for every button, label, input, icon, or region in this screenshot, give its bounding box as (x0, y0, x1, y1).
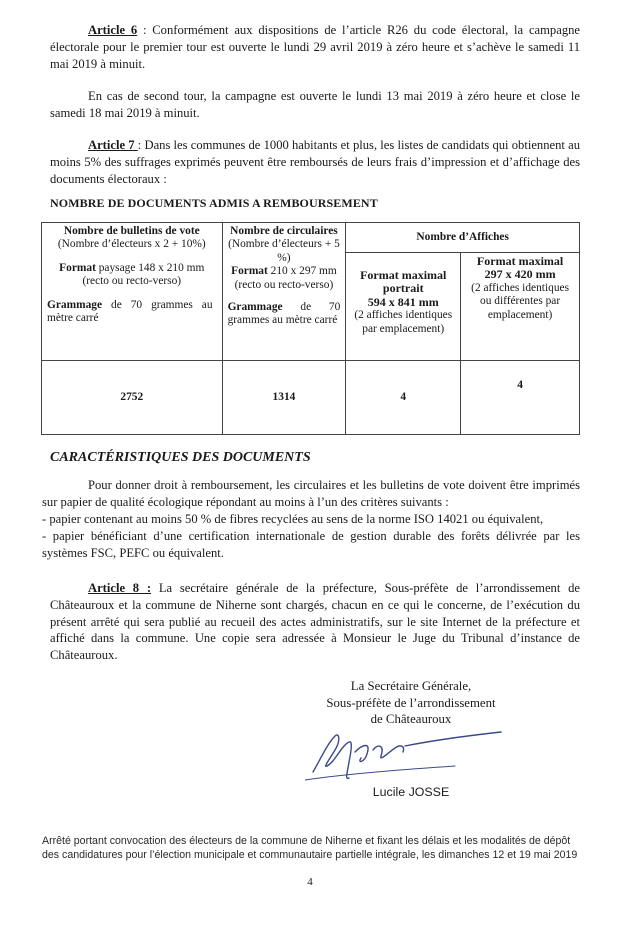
article-8-label: Article 8 : (88, 581, 152, 595)
circulaires-sub: (Nombre d’électeurs + 5 %) (228, 238, 340, 264)
affiche-portrait-value: 4 (346, 361, 461, 435)
documents-table (41, 222, 580, 435)
article-8-text: La secrétaire générale de la préfecture, Sous-préfète de l’arrondissement de Châteauroux et la commune de Niherne sont chargés, chacun en ce qui le concerne, de l’exécution du présent arrêté qui sera publié au recueil des actes administratifs, sur le site Internet de la préfecture et affiché dans la commune. Une copie sera adressée à Monsieur le Juge du Tribunal d’instance de Châteauroux. (50, 581, 580, 663)
article-6-label: Article 6 (88, 23, 138, 37)
signature-block (300, 678, 522, 728)
affiche-small-value: 4 (461, 361, 580, 435)
handwritten-signature (305, 722, 505, 784)
page-number: 4 (307, 876, 313, 888)
signature-line-3: de Châteauroux (370, 712, 452, 727)
affiche-portrait-dim: 594 x 841 mm (367, 294, 439, 309)
circulaires-format: Format 210 x 297 mm (recto ou recto-verso) (231, 265, 337, 291)
bulletins-sub: (Nombre d’électeurs x 2 + 10%) (57, 238, 206, 251)
caracteristiques-intro: Pour donner droit à remboursement, les circulaires et les bulletins de vote doivent être imprimés sur papier de qualité écologique répondant au moins à l’un des critères suivants : (42, 478, 580, 509)
circulaires-title: Nombre de circulaires (230, 225, 338, 237)
circulaires-grammage: Grammage de 70 grammes au mètre carré (227, 301, 341, 327)
signatory-name: Lucile JOSSE (372, 785, 450, 799)
document-footer: Arrêté portant convocation des électeurs de la commune de Niherne et fixant les délais et les modalités de dépôt des candidatures pour l’élection municipale et communautaire partielle intégrale, les dimanches 12 et 19 mai 2019 (42, 835, 578, 861)
affiche-small-note: (2 affiches identiques ou différentes par emplacement) (471, 281, 569, 321)
article-6-paragraph (50, 22, 580, 72)
bulletins-header-cell (42, 223, 223, 361)
circulaires-header-cell (222, 223, 346, 361)
article-7-label: Article 7 (88, 138, 138, 152)
bulletins-title: Nombre de bulletins de vote (63, 225, 200, 237)
article-8-paragraph (50, 580, 580, 664)
affiche-small-dim: 297 x 420 mm (484, 267, 556, 282)
caracteristiques-heading: CARACTÉRISTIQUES DES DOCUMENTS (50, 450, 311, 465)
circulaires-value: 1314 (222, 361, 346, 435)
bulletins-value: 2752 (42, 361, 223, 435)
affiche-small-title: Format maximal (476, 254, 564, 268)
table-heading: NOMBRE DE DOCUMENTS ADMIS A REMBOURSEMENT (50, 196, 378, 210)
affiche-small-cell (461, 253, 580, 361)
signature-line-1: La Secrétaire Générale, (350, 679, 472, 693)
article-7-text: : Dans les communes de 1000 habitants et plus, les listes de candidats qui obtiennent au moins 5% des suffrages exprimés peuvent être remboursés de leurs frais d’impression et d’affichage des documents électoraux : (50, 138, 580, 186)
caracteristiques-item-1: - papier contenant au moins 50 % de fibres recyclées au sens de la norme ISO 14021 ou équivalent, (42, 512, 544, 526)
affiche-portrait-cell (346, 253, 461, 361)
affiche-portrait-note: (2 affiches identiques par emplacement) (354, 309, 453, 335)
second-tour-paragraph: En cas de second tour, la campagne est ouverte le lundi 13 mai 2019 à zéro heure et close le samedi 18 mai 2019 à minuit. (50, 89, 580, 120)
bulletins-grammage: Grammage de 70 grammes au mètre carré (47, 298, 213, 325)
bulletins-format: Format paysage 148 x 210 mm (recto ou recto-verso) (59, 261, 205, 288)
affiche-portrait-title: Format maximal portrait (360, 268, 447, 296)
article-6-text: : Conformément aux dispositions de l’article R26 du code électoral, la campagne électorale pour le premier tour est ouverte le lundi 29 avril 2019 à zéro heure et s’achève le samedi 11 mai 2019 à minuit. (50, 23, 580, 71)
article-7-paragraph (50, 137, 580, 187)
signature-line-2: Sous-préfète de l’arrondissement (326, 695, 496, 710)
caracteristiques-item-2: - papier bénéficiant d’une certification internationale de gestion durable des forêts délivrée par les systèmes FSC, PEFC ou équivalent. (42, 529, 580, 560)
affiches-header-cell: Nombre d’Affiches (346, 223, 580, 253)
